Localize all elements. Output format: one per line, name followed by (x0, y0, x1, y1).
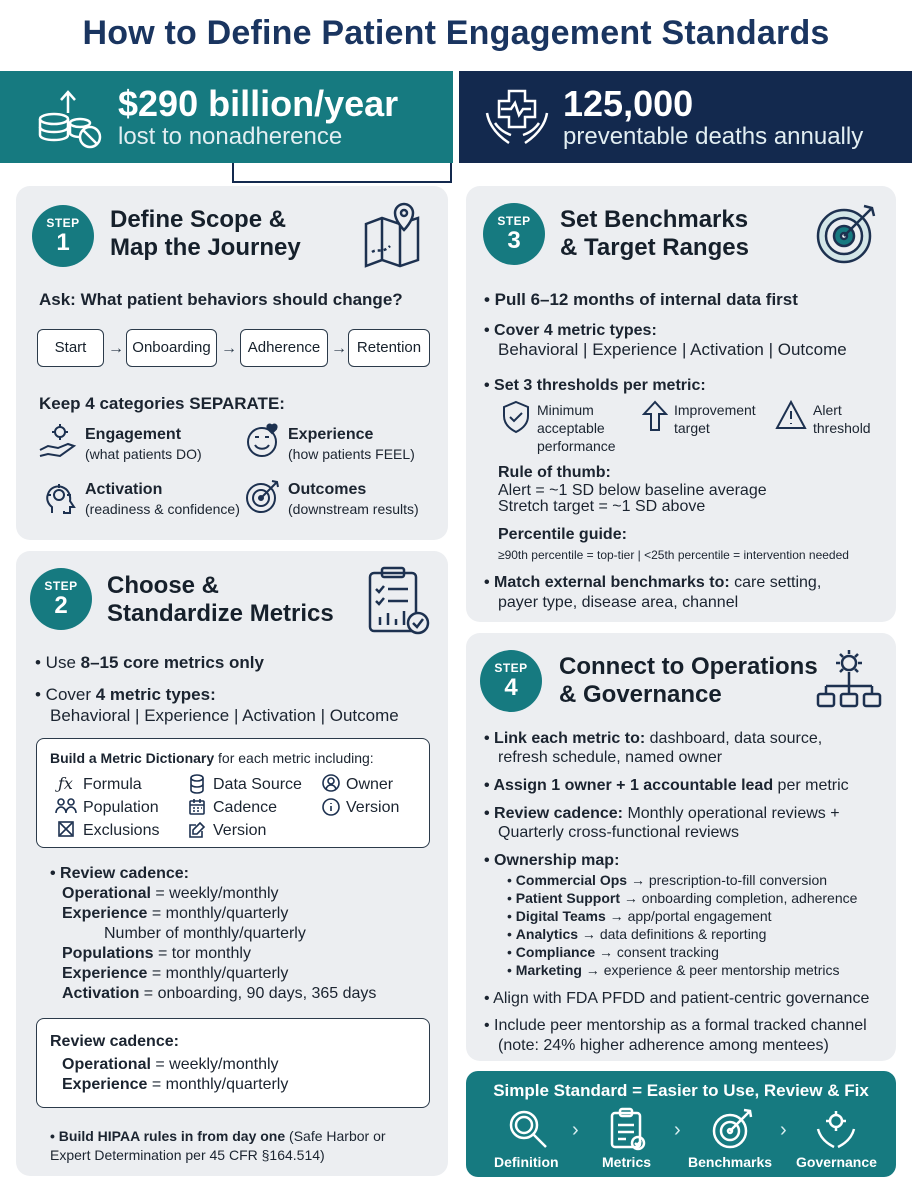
step3-badge: STEP 3 (483, 203, 545, 265)
journey-step-onboarding: Onboarding (126, 329, 217, 367)
footer-item-metrics: Metrics (602, 1154, 652, 1170)
review-box-head: Review cadence: (50, 1033, 179, 1050)
footer-item-governance: Governance (796, 1154, 877, 1170)
cadence-row: Operational = weekly/monthly (62, 885, 279, 902)
hands-gear-icon (814, 1107, 858, 1151)
step3-set-thresholds: • Set 3 thresholds per metric: (484, 377, 706, 394)
footer-title: Simple Standard = Easier to Use, Review & Fix (493, 1081, 869, 1100)
step4-peer: • Include peer mentorship as a formal tracked channel (484, 1017, 867, 1034)
arrow-up-icon (642, 400, 668, 432)
map-pin-icon (360, 200, 430, 270)
dict-item-version-2: Version (346, 799, 400, 816)
ownership-row: • Patient Support → onboarding completion, adherence (507, 890, 858, 906)
formula-icon: ƒx (58, 774, 73, 793)
gear-org-chart-icon (814, 645, 884, 715)
connector-line (450, 163, 452, 183)
bullseye-icon (814, 200, 880, 266)
magnifier-icon (506, 1107, 550, 1151)
step2-title: Choose & Standardize Metrics (107, 572, 334, 627)
hands-medical-cross-icon (481, 83, 553, 153)
match-benchmarks-line2: payer type, disease area, channel (498, 594, 739, 611)
percentile-guide-head: Percentile guide: (498, 526, 627, 543)
clipboard-chart-icon (366, 565, 434, 637)
dict-item-exclusions: Exclusions (83, 822, 160, 839)
category-engagement: Engagement (85, 426, 182, 443)
step2-bullet-core-metrics: • Use 8–15 core metrics only (35, 653, 264, 672)
hand-gear-icon (38, 422, 78, 460)
metric-dictionary-title: Build a Metric Dictionary for each metric including: (50, 750, 374, 766)
step1-badge: STEP 1 (32, 205, 94, 267)
rule-alert: Alert = ~1 SD below baseline average (498, 482, 767, 499)
dict-item-population: Population (83, 799, 159, 816)
ownership-map-head: • Ownership map: (484, 852, 620, 869)
step4-assign: • Assign 1 owner + 1 accountable lead per metric (484, 777, 849, 794)
step4-review: • Review cadence: Monthly operational reviews + (484, 805, 840, 822)
category-outcomes-desc: (downstream results) (288, 501, 419, 517)
category-experience: Experience (288, 426, 374, 443)
edit-icon (188, 821, 206, 839)
threshold-improvement: Improvement target (674, 402, 756, 436)
step3-pull: • Pull 6–12 months of internal data first (484, 290, 798, 309)
stat-cost-value: $290 billion/year (118, 83, 399, 124)
step2-bullet-cover: • Cover 4 metric types: (35, 685, 216, 704)
target-icon (244, 477, 282, 515)
step4-align: • Align with FDA PFDD and patient-centric governance (484, 990, 870, 1007)
connector-line (232, 163, 234, 183)
dict-item-formula: Formula (83, 776, 142, 793)
step4-link: • Link each metric to: dashboard, data source, (484, 730, 823, 747)
journey-step-retention: Retention (348, 329, 430, 367)
footer-item-definition: Definition (494, 1154, 559, 1170)
info-icon (322, 798, 340, 816)
step1-ask: Ask: What patient behaviors should change? (39, 290, 403, 309)
step1-keep-label: Keep 4 categories SEPARATE: (39, 394, 285, 413)
percentile-guide-line: ≥90th percentile = top-tier | <25th percentile = intervention needed (498, 548, 849, 562)
threshold-alert: Alert threshold (813, 402, 871, 436)
database-icon (189, 774, 205, 794)
stat-banner-deaths (459, 71, 912, 163)
alert-triangle-icon (775, 400, 807, 430)
calendar-icon (188, 798, 206, 816)
arrow-icon: → (221, 340, 237, 357)
chevron-right-icon: › (674, 1119, 681, 1141)
step2-review-cadence-head: • Review cadence: (50, 865, 189, 882)
category-experience-desc: (how patients FEEL) (288, 446, 415, 462)
step2-metric-types: Behavioral | Experience | Activation | Outcome (50, 706, 399, 725)
dict-item-cadence: Cadence (213, 799, 278, 816)
cadence-row: Experience = monthly/quarterly (62, 1076, 289, 1093)
arrow-icon: → (108, 340, 124, 357)
ownership-row: • Commercial Ops → prescription-to-fill conversion (507, 872, 828, 888)
chevron-right-icon: › (780, 1119, 787, 1141)
stat-cost-label: lost to nonadherence (118, 123, 343, 150)
dict-item-version: Version (213, 822, 267, 839)
shield-check-icon (500, 400, 532, 434)
cadence-row: Experience = monthly/quarterly (62, 965, 289, 982)
ownership-row: • Compliance → consent tracking (507, 944, 719, 960)
people-icon (55, 797, 77, 815)
smile-heart-icon (244, 422, 282, 460)
step3-title: Set Benchmarks & Target Ranges (560, 206, 749, 261)
stat-deaths-value: 125,000 (563, 83, 694, 124)
category-outcomes: Outcomes (288, 481, 367, 498)
coins-loss-icon (34, 83, 104, 153)
user-circle-icon (322, 774, 340, 792)
ownership-row: • Marketing → experience & peer mentorship metrics (507, 962, 840, 978)
cadence-row: Operational = weekly/monthly (62, 1056, 279, 1073)
cadence-row: Populations = tor monthly (62, 945, 251, 962)
cadence-row: Experience = monthly/quarterly (62, 905, 289, 922)
threshold-minimum: Minimum acceptable performance (537, 402, 616, 454)
match-benchmarks: • Match external benchmarks to: care setting, (484, 574, 822, 591)
hipaa-note-line2: Expert Determination per 45 CFR §164.514) (50, 1147, 325, 1163)
category-engagement-desc: (what patients DO) (85, 446, 202, 462)
step4-title: Connect to Operations & Governance (559, 653, 818, 708)
step4-review-line2: Quarterly cross-functional reviews (498, 824, 739, 841)
ownership-row: • Digital Teams → app/portal engagement (507, 908, 772, 924)
rule-of-thumb-head: Rule of thumb: (498, 464, 611, 481)
cadence-row: Activation = onboarding, 90 days, 365 days (62, 985, 377, 1002)
step4-link-line2: refresh schedule, named owner (498, 749, 723, 766)
step1-title: Define Scope & Map the Journey (110, 206, 301, 261)
hipaa-note: • Build HIPAA rules in from day one (Safe Harbor or (50, 1128, 386, 1144)
exclusion-icon (57, 820, 75, 838)
rule-stretch: Stretch target = ~1 SD above (498, 498, 706, 515)
lightbulb-head-icon (38, 477, 78, 517)
step4-badge: STEP 4 (480, 650, 542, 712)
journey-step-adherence: Adherence (240, 329, 328, 367)
stat-deaths-label: preventable deaths annually (563, 123, 864, 150)
target-arrow-icon (710, 1107, 754, 1151)
step2-badge: STEP 2 (30, 568, 92, 630)
category-activation-desc: (readiness & confidence) (85, 501, 240, 517)
ownership-row: • Analytics → data definitions & reporting (507, 926, 767, 942)
step3-cover: • Cover 4 metric types: (484, 322, 657, 339)
clipboard-check-icon (608, 1107, 648, 1151)
page-title: How to Define Patient Engagement Standards (82, 14, 830, 52)
journey-step-start: Start (37, 329, 104, 367)
step3-metric-types: Behavioral | Experience | Activation | Outcome (498, 340, 847, 359)
dict-item-data-source: Data Source (213, 776, 302, 793)
arrow-icon: → (331, 340, 347, 357)
chevron-right-icon: › (572, 1119, 579, 1141)
cadence-row: Number of monthly/quarterly (104, 925, 306, 942)
connector-line (232, 181, 452, 183)
footer-item-benchmarks: Benchmarks (688, 1154, 773, 1170)
dict-item-owner: Owner (346, 776, 394, 793)
footer-banner (466, 1071, 896, 1177)
category-activation: Activation (85, 481, 163, 498)
step4-peer-line2: (note: 24% higher adherence among mentees) (498, 1037, 829, 1054)
stat-banner-cost (0, 71, 453, 163)
